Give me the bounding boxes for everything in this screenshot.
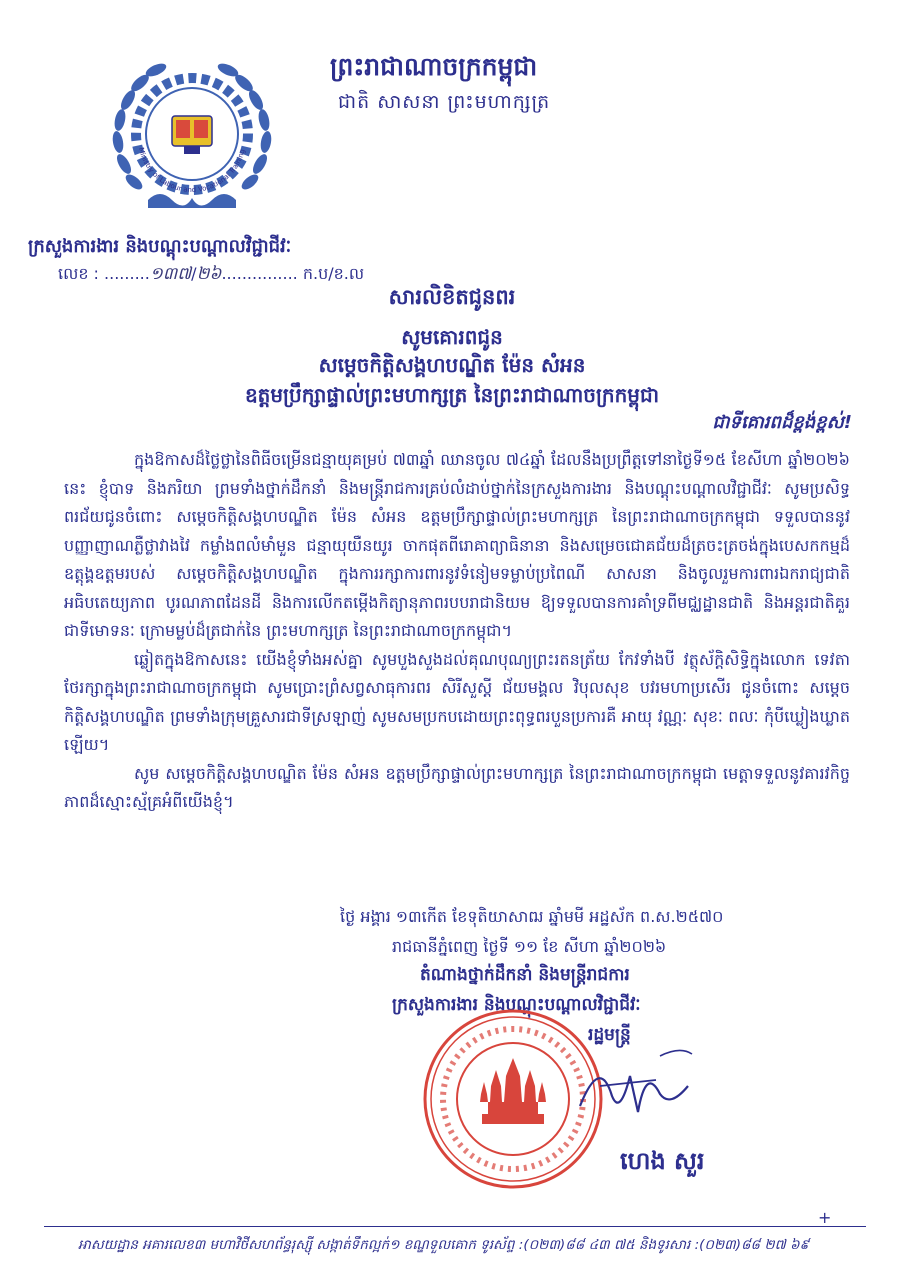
- letter-body: [64, 446, 850, 817]
- document-title: សារលិខិតជូនពរ: [388, 285, 516, 309]
- addressee-name: សម្តេចកិត្តិសង្គហបណ្ឌិត ម៉ែន សំអន: [318, 353, 586, 377]
- ref-prefix: លេខ :: [58, 264, 99, 283]
- corner-mark: +: [818, 1208, 832, 1227]
- body-paragraph-2: ឆ្លៀតក្នុងឱកាសនេះ យើងខ្ញុំទាំងអស់គ្នា សូមបួងសួងដល់គុណបុណ្យព្រះរតនត្រ័យ កែវទាំងបី វត្ថុស័ក្តិសិទ្ធិក្នុងលោក ទេវតាថែរក្សាក្នុងព្រះរាជាណាចក្រកម្ពុជា សូមប្រោះព្រំសព្វសាធុការពរ សិរីសួស្តី ជ័យមង្គល វិបុលសុខ បវរមហាប្រសើរ ជូនចំពោះ សម្តេចកិត្តិសង្គហបណ្ឌិត ព្រមទាំងក្រុមគ្រួសារជាទីស្រឡាញ់ សូមសមប្រកបដោយព្រះពុទ្ធពរបួនប្រការគឺ អាយុ វណ្ណៈ សុខៈ ពលៈ កុំបីឃ្លៀងឃ្លាតឡើយ។: [64, 649, 850, 754]
- signatory-line-2: ក្រសួងការងារ និងបណ្តុះបណ្តាលវិជ្ជាជីវៈ: [392, 995, 641, 1015]
- signatory-name: ហេង សួរ: [620, 1147, 705, 1175]
- ref-sub-handwritten: ២៦: [196, 264, 222, 284]
- national-motto: ជាតិ សាសនា ព្រះមហាក្សត្រ: [338, 91, 551, 113]
- footer-address: អាសយដ្ឋាន អគារលេខ៣ មហាវិថីសហព័ន្ធរុស្ស៊ី សង្កាត់ទឹកល្អក់១ ខណ្ឌទួលគោក ទូរស័ព្ទ :(០២៣)៨៨ ៤៣ ៧៥ និងទូរសារ :(០២៣)៨៨ ២៧ ៦៩: [78, 1237, 810, 1253]
- svg-text:Ministry of Labour and Vocatio: Ministry of Labour and Vocational Training: [136, 146, 247, 195]
- lunar-date: ថ្ងៃ អង្គារ ១៣កើត ខែទុតិយាសាឍ ឆ្នាំមមី អដ្ឋស័ក ព.ស.២៥៧០: [340, 907, 724, 926]
- ref-number-handwritten: ១៣៧: [149, 264, 192, 284]
- body-paragraph-3: សូម សម្តេចកិត្តិសង្គហបណ្ឌិត ម៉ែន សំអន ឧត្តមប្រឹក្សាផ្ទាល់ព្រះមហាក្សត្រ នៃព្រះរាជាណាចក្រកម្ពុជា មេត្តាទទួលនូវគារវកិច្ចភាពដ៏ស្មោះស្ម័គ្រអំពីយើងខ្ញុំ។: [64, 763, 850, 811]
- addressee-honorific: ជាទីគោរពដ៏ខ្ពង់ខ្ពស់!: [712, 412, 852, 433]
- addressee-title: ឧត្តមប្រឹក្សាផ្ទាល់ព្រះមហាក្សត្រ នៃព្រះរាជាណាចក្រកម្ពុជា: [244, 383, 660, 407]
- addressee-salutation: សូមគោរពជូន: [401, 325, 503, 349]
- signatory-line-1: តំណាងថ្នាក់ដឹកនាំ និងមន្ត្រីរាជការ: [420, 965, 630, 985]
- kingdom-heading: ព្រះរាជាណាចក្រកម្ពុជា: [330, 52, 538, 81]
- place-date: រាជធានីភ្នំពេញ ថ្ងៃទី ១១ ខែ សីហា ឆ្នាំ២០២៦: [392, 937, 667, 956]
- footer-divider: [44, 1226, 866, 1227]
- handwritten-signature: [560, 1036, 710, 1136]
- angkor-temple-icon: [480, 1058, 546, 1124]
- ministry-name: ក្រសួងការងារ និងបណ្តុះបណ្តាលវិជ្ជាជីវៈ: [28, 236, 292, 257]
- ref-suffix: ក.ប/ខ.ល: [302, 264, 365, 283]
- signatory-role: រដ្ឋមន្ត្រី: [588, 1025, 631, 1045]
- body-paragraph-1: ក្នុងឱកាសដ៏ថ្លៃថ្លានៃពិធីចម្រើនជន្មាយុគម្រប់ ៧៣ឆ្នាំ ឈានចូល ៧៤ឆ្នាំ ដែលនឹងប្រព្រឹត្តទៅនាថ្ងៃទី១៥ ខែសីហា ឆ្នាំ២០២៦ នេះ ខ្ញុំបាទ និងភរិយា ព្រមទាំងថ្នាក់ដឹកនាំ និងមន្ត្រីរាជការគ្រប់លំដាប់ថ្នាក់នៃក្រសួងការងារ និងបណ្តុះបណ្តាលវិជ្ជាជីវៈ សូមប្រសិទ្ធពរជ័យជូនចំពោះ សម្តេចកិត្តិសង្គហបណ្ឌិត ម៉ែន សំអន ឧត្តមប្រឹក្សាផ្ទាល់ព្រះមហាក្សត្រ នៃព្រះរាជាណាចក្រកម្ពុជា ទទួលបាននូវបញ្ញាញាណភ្លឺថ្លាវាងវៃ កម្លាំងពលំមាំមួន ជន្មាយុយឺនយូរ ចាកផុតពីរោគាព្យាធិនានា និងសម្រេចជោគជ័យដ៏ត្រចះត្រចង់ក្នុងបេសកកម្មដ៏ឧត្តុង្គឧត្តមរបស់ សម្តេចកិត្តិសង្គហបណ្ឌិត ក្នុងការរក្សាការពារនូវទំនៀមទម្លាប់ប្រពៃណី សាសនា និងចូលរួមការពារឯករាជ្យជាតិ អធិបតេយ្យភាព បូរណភាពដែនដី និងការលើកតម្កើងកិត្យានុភាពរបបរាជានិយម ឱ្យទទួលបានការគាំទ្រពីមជ្ឈដ្ឋានជាតិ និងអន្តរជាតិគួរជាទីមោទនៈ ក្រោមម្លប់ដ៏ត្រជាក់នៃ ព្រះមហាក្សត្រ នៃព្រះរាជាណាចក្រកម្ពុជា។: [64, 450, 850, 640]
- ministry-logo: [108, 54, 276, 222]
- reference-number: លេខ : .........១៣៧/២៦............... ក.ប/ខ.ល: [58, 264, 365, 284]
